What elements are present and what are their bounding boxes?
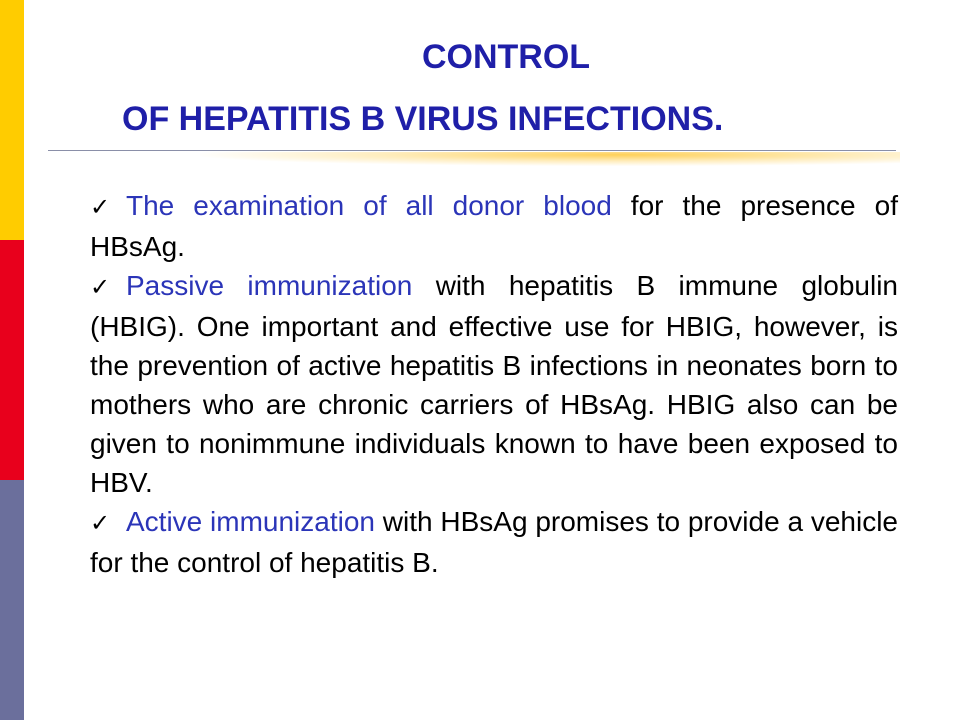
bullet-item-donor-blood <box>90 186 898 266</box>
bullet-highlight: Active immunization <box>126 506 375 537</box>
accent-bar-yellow <box>0 0 24 240</box>
bullet-list <box>90 186 898 582</box>
checkmark-icon: ✓ <box>90 510 111 537</box>
title-divider-glow <box>200 152 900 166</box>
accent-bar-red <box>0 240 24 480</box>
accent-bar-slate <box>0 480 24 720</box>
bullet-item-active-immunization <box>90 502 898 582</box>
checkmark-icon: ✓ <box>90 194 111 221</box>
checkmark-icon: ✓ <box>90 274 111 301</box>
title-divider <box>48 150 896 151</box>
bullet-highlight: The examination of all donor blood <box>126 190 612 221</box>
bullet-text: with HBsAg promises to provide a vehicle for the control of hepatitis B. <box>90 506 898 578</box>
slide-title-line1: CONTROL <box>421 38 591 76</box>
bullet-text: for the presence of HBsAg. <box>90 190 898 262</box>
bullet-highlight: Passive immunization <box>126 270 413 301</box>
bullet-item-passive-immunization <box>90 266 898 502</box>
slide-title-line2: OF HEPATITIS B VIRUS INFECTIONS. <box>122 100 724 138</box>
bullet-text: with hepatitis B immune globulin (HBIG). One important and effective use for HBIG, however, is the prevention of active hepatitis B infections in neonates born to mothers who are chronic carriers of HBsAg. HBIG also can be given to nonimmune individuals known to have been exposed to HBV. <box>90 270 899 498</box>
